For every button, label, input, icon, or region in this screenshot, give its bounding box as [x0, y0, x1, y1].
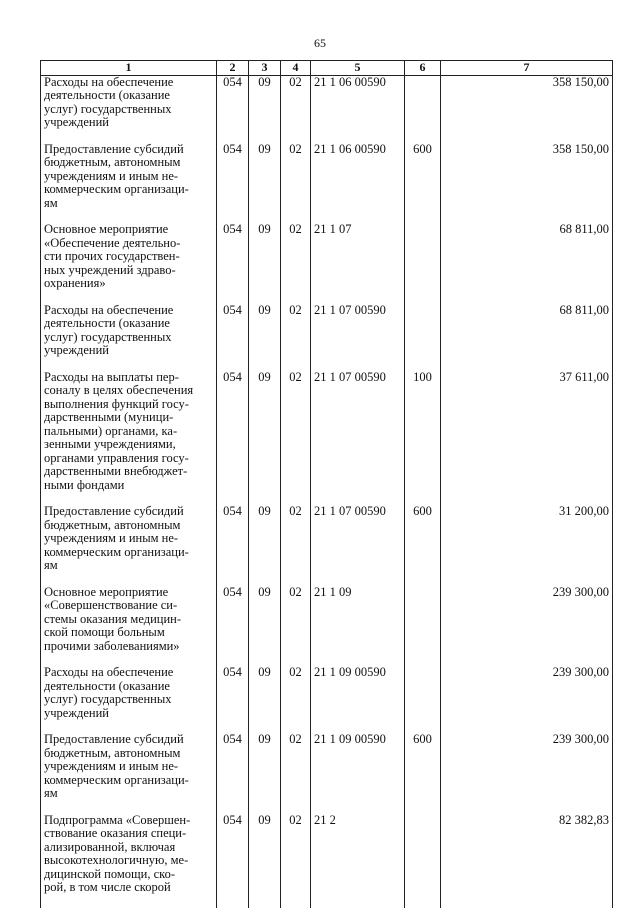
- row-section-code: 09: [249, 371, 281, 506]
- row-name: Подпрограмма «Совершен- ствование оказания специ- ализированной, включая высокотехнологичную, ме- дицинской помощи, ско- рой, в том числе скорой: [41, 814, 217, 908]
- row-expense-type: 600: [405, 733, 441, 814]
- row-amount: 358 150,00: [441, 75, 613, 143]
- table-row: [41, 814, 613, 908]
- header-col-4: 4: [281, 61, 311, 76]
- header-col-5: 5: [311, 61, 405, 76]
- row-section-code: 09: [249, 733, 281, 814]
- budget-table: [40, 60, 613, 908]
- row-expense-type: [405, 586, 441, 667]
- row-expense-type: [405, 223, 441, 304]
- row-name: Предоставление субсидий бюджетным, автономным учреждениям и иным не- коммерческим организаци- ям: [41, 143, 217, 224]
- row-expense-type: 600: [405, 505, 441, 586]
- row-expense-type: 600: [405, 143, 441, 224]
- row-amount: 239 300,00: [441, 586, 613, 667]
- row-target-code: 21 2: [311, 814, 405, 908]
- row-ministry-code: 054: [217, 304, 249, 371]
- row-name: Предоставление субсидий бюджетным, автономным учреждениям и иным не- коммерческим организаци- ям: [41, 505, 217, 586]
- row-ministry-code: 054: [217, 586, 249, 667]
- row-section-code: 09: [249, 223, 281, 304]
- row-target-code: 21 1 07 00590: [311, 304, 405, 371]
- table-row: [41, 304, 613, 371]
- header-row: [41, 61, 613, 76]
- row-target-code: 21 1 06 00590: [311, 143, 405, 224]
- row-ministry-code: 054: [217, 505, 249, 586]
- row-section-code: 09: [249, 304, 281, 371]
- row-amount: 82 382,83: [441, 814, 613, 908]
- row-expense-type: [405, 666, 441, 733]
- row-target-code: 21 1 09 00590: [311, 666, 405, 733]
- table-row: [41, 505, 613, 586]
- header-col-6: 6: [405, 61, 441, 76]
- row-section-code: 09: [249, 586, 281, 667]
- row-subsection-code: 02: [281, 304, 311, 371]
- table-row: [41, 371, 613, 506]
- row-amount: 37 611,00: [441, 371, 613, 506]
- row-subsection-code: 02: [281, 75, 311, 143]
- row-section-code: 09: [249, 666, 281, 733]
- row-amount: 68 811,00: [441, 304, 613, 371]
- header-col-2: 2: [217, 61, 249, 76]
- row-name: Расходы на обеспечение деятельности (оказание услуг) государственных учреждений: [41, 666, 217, 733]
- row-name: Расходы на выплаты пер- соналу в целях обеспечения выполнения функций госу- дарственными (муници- пальными) органами, ка- зенными учреждениями, органами управления госу- дарственными внебюджет- ными фондами: [41, 371, 217, 506]
- row-expense-type: [405, 304, 441, 371]
- table-row: [41, 143, 613, 224]
- header-col-7: 7: [441, 61, 613, 76]
- table-row: [41, 666, 613, 733]
- row-section-code: 09: [249, 143, 281, 224]
- row-subsection-code: 02: [281, 371, 311, 506]
- row-name: Основное мероприятие «Обеспечение деятельно- сти прочих государствен- ных учреждений здраво- охранения»: [41, 223, 217, 304]
- row-amount: 239 300,00: [441, 666, 613, 733]
- header-col-1: 1: [41, 61, 217, 76]
- row-ministry-code: 054: [217, 814, 249, 908]
- table-row: [41, 733, 613, 814]
- header-col-3: 3: [249, 61, 281, 76]
- row-target-code: 21 1 07 00590: [311, 371, 405, 506]
- row-name: Предоставление субсидий бюджетным, автономным учреждениям и иным не- коммерческим организаци- ям: [41, 733, 217, 814]
- table-row: [41, 586, 613, 667]
- row-expense-type: [405, 75, 441, 143]
- row-amount: 358 150,00: [441, 143, 613, 224]
- row-subsection-code: 02: [281, 223, 311, 304]
- row-subsection-code: 02: [281, 143, 311, 224]
- row-name: Расходы на обеспечение деятельности (оказание услуг) государственных учреждений: [41, 304, 217, 371]
- row-target-code: 21 1 06 00590: [311, 75, 405, 143]
- row-target-code: 21 1 07: [311, 223, 405, 304]
- table-row: [41, 223, 613, 304]
- row-subsection-code: 02: [281, 814, 311, 908]
- row-target-code: 21 1 09 00590: [311, 733, 405, 814]
- row-amount: 31 200,00: [441, 505, 613, 586]
- row-section-code: 09: [249, 75, 281, 143]
- table-row: [41, 75, 613, 143]
- row-name: Основное мероприятие «Совершенствование си- стемы оказания медицин- ской помощи больным прочими заболеваниями»: [41, 586, 217, 667]
- row-subsection-code: 02: [281, 733, 311, 814]
- row-ministry-code: 054: [217, 143, 249, 224]
- row-amount: 68 811,00: [441, 223, 613, 304]
- row-section-code: 09: [249, 814, 281, 908]
- row-target-code: 21 1 09: [311, 586, 405, 667]
- page-number: 65: [314, 36, 326, 50]
- row-ministry-code: 054: [217, 75, 249, 143]
- row-subsection-code: 02: [281, 666, 311, 733]
- row-section-code: 09: [249, 505, 281, 586]
- row-ministry-code: 054: [217, 733, 249, 814]
- row-ministry-code: 054: [217, 223, 249, 304]
- row-amount: 239 300,00: [441, 733, 613, 814]
- row-ministry-code: 054: [217, 371, 249, 506]
- row-subsection-code: 02: [281, 586, 311, 667]
- row-expense-type: [405, 814, 441, 908]
- row-target-code: 21 1 07 00590: [311, 505, 405, 586]
- row-subsection-code: 02: [281, 505, 311, 586]
- row-expense-type: 100: [405, 371, 441, 506]
- row-name: Расходы на обеспечение деятельности (оказание услуг) государственных учреждений: [41, 75, 217, 143]
- row-ministry-code: 054: [217, 666, 249, 733]
